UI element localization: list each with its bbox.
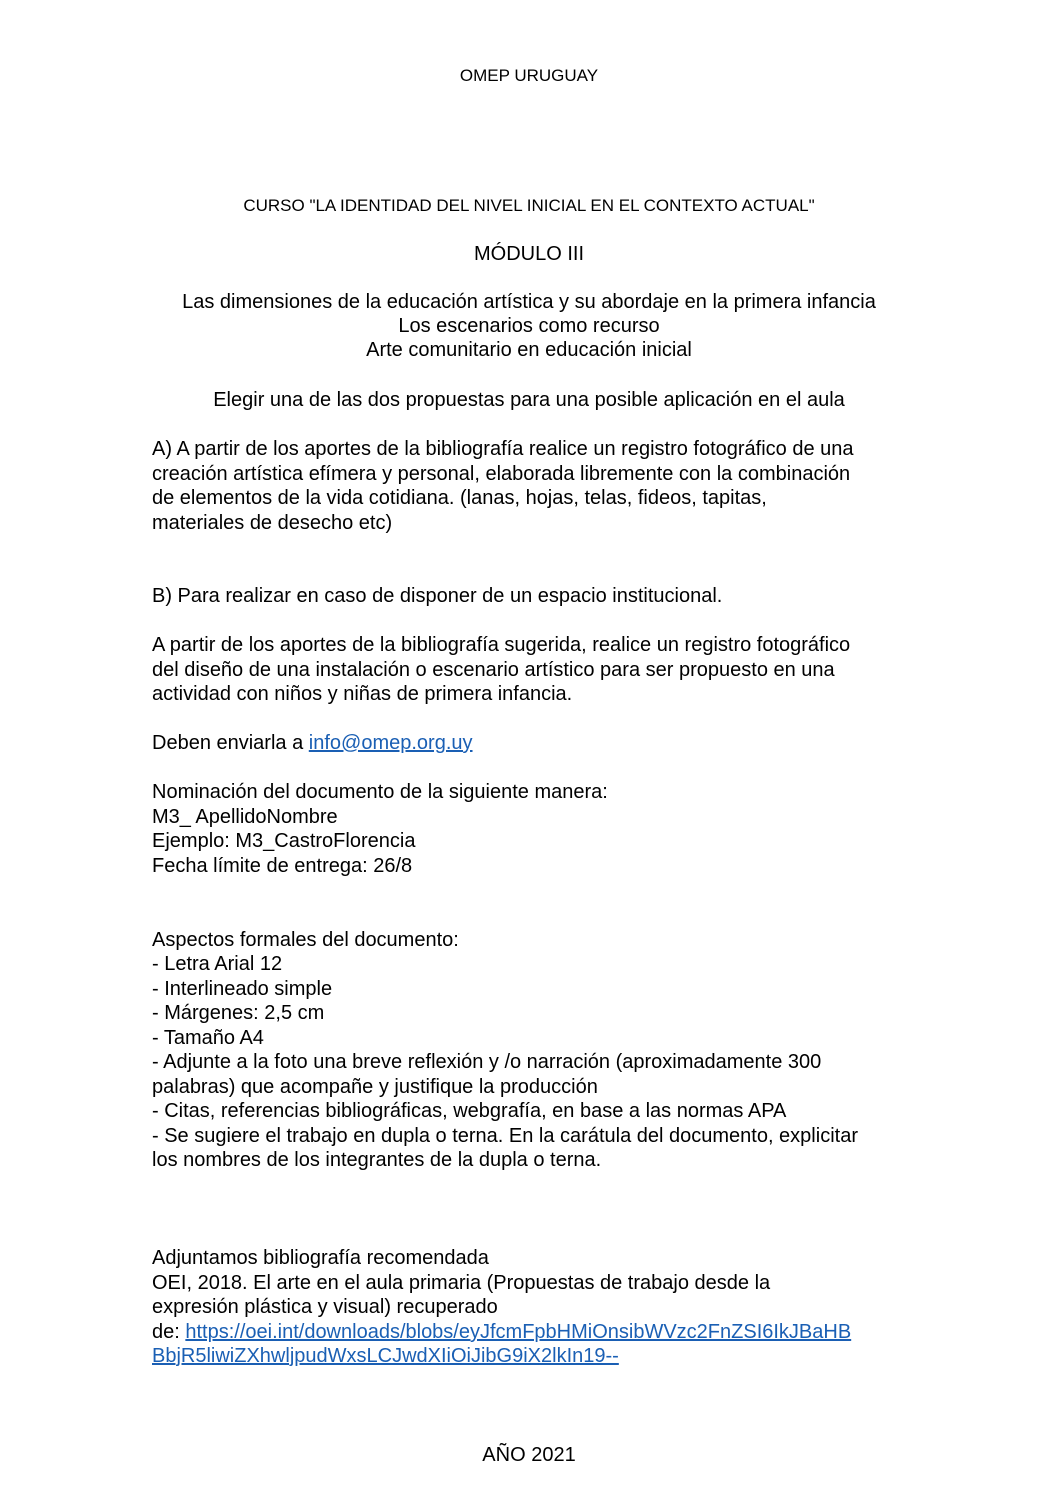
naming-line: Ejemplo: M3_CastroFlorencia [152, 830, 416, 852]
bibliography-heading: Adjuntamos bibliografía recomendada [152, 1247, 489, 1269]
formal-aspect-item: - Tamaño A4 [152, 1027, 264, 1049]
subtitle-line: Las dimensiones de la educación artística y su abordaje en la primera infancia [182, 291, 876, 313]
send-instruction [0, 731, 1058, 755]
proposal-a-line: A) A partir de los aportes de la bibliografía realice un registro fotográfico de una [152, 438, 854, 460]
bibliography-line: expresión plástica y visual) recuperado [152, 1296, 498, 1318]
header-org: OMEP URUGUAY [459, 66, 599, 85]
subtitle-line: Arte comunitario en educación inicial [366, 339, 692, 361]
formal-aspect-item: palabras) que acompañe y justifique la producción [152, 1076, 598, 1098]
bibliography-url-line [0, 1320, 1058, 1344]
bibliography-url-link[interactable]: https://oei.int/downloads/blobs/eyJfcmFpbHMiOnsibWVzc2FnZSI6IkJBaHB [185, 1321, 852, 1343]
proposal-b-line: A partir de los aportes de la bibliografía sugerida, realice un registro fotográfico [152, 634, 851, 656]
proposal-b-title: B) Para realizar en caso de disponer de un espacio institucional. [152, 585, 723, 607]
email-link[interactable]: info@omep.org.uy [308, 732, 473, 754]
formal-aspect-item: los nombres de los integrantes de la dupla o terna. [152, 1149, 602, 1171]
bibliography-prefix: de: [152, 1321, 186, 1343]
formal-aspect-item: - Adjunte a la foto una breve reflexión y /o narración (aproximadamente 300 [152, 1051, 822, 1073]
proposal-b-line: actividad con niños y niñas de primera infancia. [152, 683, 573, 705]
proposal-b-line: del diseño de una instalación o escenario artístico para ser propuesto en una [152, 659, 835, 681]
proposal-a-line: materiales de desecho etc) [152, 512, 393, 534]
naming-line: M3_ ApellidoNombre [152, 806, 338, 828]
naming-line: Nominación del documento de la siguiente manera: [152, 781, 608, 803]
proposal-a-line: creación artística efímera y personal, elaborada libremente con la combinación [152, 463, 851, 485]
send-text: Deben enviarla a [152, 732, 309, 754]
formal-aspect-item: - Letra Arial 12 [152, 953, 283, 975]
bibliography-url-link-cont[interactable]: BbjR5liwiZXhwljpudWxsLCJwdXIiOiJibG9iX2lkIn19-- [152, 1345, 619, 1367]
bibliography-line: OEI, 2018. El arte en el aula primaria (Propuestas de trabajo desde la [152, 1272, 771, 1294]
deadline-line: Fecha límite de entrega: 26/8 [152, 855, 413, 877]
bibliography-url-line [0, 1344, 1058, 1368]
subtitle-line: Los escenarios como recurso [398, 315, 660, 337]
formal-aspects-heading: Aspectos formales del documento: [152, 929, 459, 951]
module-title: MÓDULO III [473, 243, 584, 265]
proposal-a-line: de elementos de la vida cotidiana. (lanas, hojas, telas, fideos, tapitas, [152, 487, 767, 509]
formal-aspect-item: - Márgenes: 2,5 cm [152, 1002, 325, 1024]
footer-year: AÑO 2021 [482, 1444, 576, 1466]
formal-aspect-item: - Se sugiere el trabajo en dupla o terna. En la carátula del documento, explicitar [152, 1125, 858, 1147]
instruction-text: Elegir una de las dos propuestas para una posible aplicación en el aula [213, 389, 845, 411]
formal-aspect-item: - Citas, referencias bibliográficas, webgrafía, en base a las normas APA [152, 1100, 787, 1122]
course-title: CURSO "LA IDENTIDAD DEL NIVEL INICIAL EN EL CONTEXTO ACTUAL" [243, 196, 815, 215]
formal-aspect-item: - Interlineado simple [152, 978, 333, 1000]
